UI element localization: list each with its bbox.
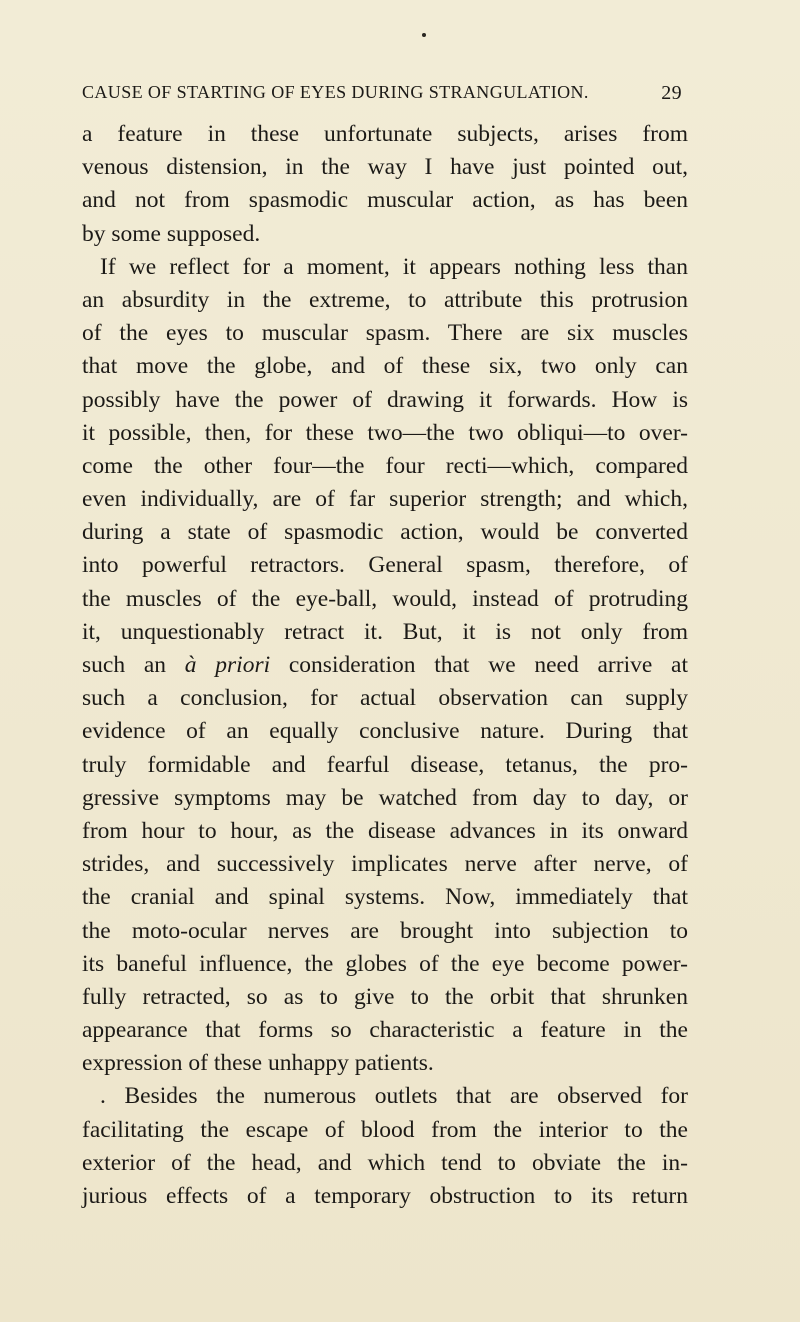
text-line: exterior of the head, and which tend to obviate the in- (82, 1149, 688, 1176)
text-line: gressive symptoms may be watched from day to day, or (82, 784, 688, 811)
text-line: such a conclusion, for actual observation can supply (82, 685, 688, 712)
text-line: venous distension, in the way I have just pointed out, (82, 154, 688, 181)
body-text (82, 118, 688, 1213)
text-line: it possible, then, for these two—the two obliqui—to over- (82, 419, 688, 446)
text-line: by some supposed. (82, 220, 261, 247)
text-line: such an à priori consideration that we need arrive at (82, 652, 688, 678)
text-line: and not from spasmodic muscular action, as has been (82, 187, 688, 214)
text-line: facilitating the escape of blood from the interior to the (82, 1116, 688, 1143)
text-line: evidence of an equally conclusive nature. During that (82, 718, 688, 745)
text-line: If we reflect for a moment, it appears nothing less than (100, 253, 688, 280)
text-line: from hour to hour, as the disease advances in its onward (82, 817, 688, 844)
page-number: 29 (661, 82, 682, 104)
text-line: even individually, are of far superior strength; and which, (82, 486, 688, 513)
text-line: appearance that forms so characteristic a feature in the (82, 1017, 688, 1044)
page-header (82, 82, 682, 108)
text-line: it, unquestionably retract it. But, it is not only from (82, 618, 688, 645)
ink-speck (422, 33, 426, 37)
text-line: a feature in these unfortunate subjects, arises from (82, 121, 688, 147)
text-line: jurious effects of a temporary obstruction to its return (82, 1183, 688, 1209)
text-line: the muscles of the eye-ball, would, instead of protruding (82, 585, 688, 612)
text-line: into powerful retractors. General spasm, therefore, of (82, 552, 688, 579)
text-line: its baneful influence, the globes of the eye become power- (82, 950, 688, 977)
text-line: an absurdity in the extreme, to attribute this protrusion (82, 286, 688, 313)
text-line: the moto-ocular nerves are brought into subjection to (82, 917, 688, 944)
text-line: possibly have the power of drawing it forwards. How is (82, 386, 688, 413)
text-line: come the other four—the four recti—which, compared (82, 452, 688, 479)
latin-phrase: à priori (184, 652, 271, 678)
text-line: expression of these unhappy patients. (82, 1050, 434, 1077)
text-line: strides, and successively implicates nerve after nerve, of (82, 851, 688, 878)
text-line: . Besides the numerous outlets that are observed for (100, 1083, 688, 1110)
text-line: fully retracted, so as to give to the orbit that shrunken (82, 983, 688, 1010)
text-line: that move the globe, and of these six, two only can (82, 353, 688, 380)
text-line: during a state of spasmodic action, would be converted (82, 519, 688, 546)
text-line: the cranial and spinal systems. Now, immediately that (82, 884, 688, 911)
running-head: CAUSE OF STARTING OF EYES DURING STRANGULATION. (82, 82, 589, 102)
text-line: of the eyes to muscular spasm. There are six muscles (82, 320, 688, 347)
text-line: truly formidable and fearful disease, tetanus, the pro- (82, 751, 688, 778)
